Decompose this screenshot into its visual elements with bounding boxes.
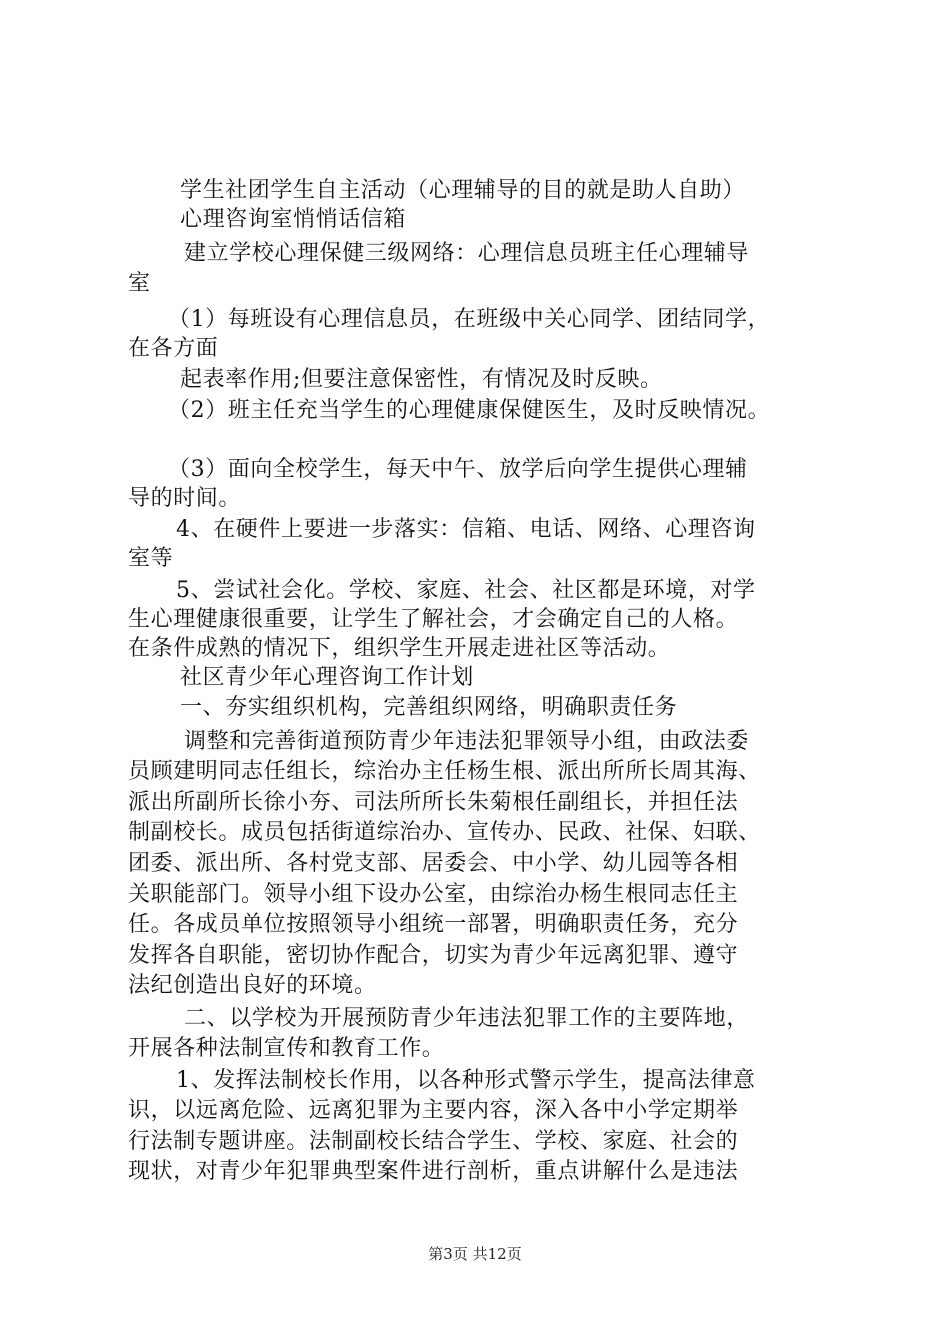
- body-line: 发挥各自职能，密切协作配合，切实为青少年远离犯罪、遵守: [128, 943, 739, 968]
- page-number-footer: 第3页 共12页: [428, 1245, 522, 1263]
- body-line: 团委、派出所、各村党支部、居委会、中小学、幼儿园等各相: [128, 851, 739, 876]
- body-line: 心理咨询室悄悄话信箱: [180, 207, 407, 232]
- body-line: 制副校长。成员包括街道综治办、宣传办、民政、社保、妇联、: [128, 820, 761, 845]
- body-line: 5、尝试社会化。学校、家庭、社会、社区都是环境，对学: [176, 578, 756, 603]
- body-line: 员顾建明同志任组长，综治办主任杨生根、派出所所长周其海、: [128, 759, 761, 784]
- body-line: 行法制专题讲座。法制副校长结合学生、学校、家庭、社会的: [128, 1129, 739, 1154]
- body-line: 在各方面: [128, 336, 219, 361]
- body-line: 一、夯实组织机构，完善组织网络，明确职责任务: [180, 695, 678, 720]
- body-line: 在条件成熟的情况下，组织学生开展走进社区等活动。: [128, 636, 671, 661]
- body-line: 学生社团学生自主活动（心理辅导的目的就是助人自助）: [180, 178, 746, 203]
- body-line: 关职能部门。领导小组下设办公室，由综治办杨生根同志任主: [128, 882, 739, 907]
- body-line: 建立学校心理保健三级网络：心理信息员班主任心理辅导: [184, 241, 750, 266]
- body-line: 派出所副所长徐小夯、司法所所长朱菊根任副组长，并担任法: [128, 790, 739, 815]
- body-line: （3）面向全校学生，每天中午、放学后向学生提供心理辅: [168, 457, 748, 482]
- body-line: 任。各成员单位按照领导小组统一部署，明确职责任务，充分: [128, 912, 739, 937]
- body-line: 现状，对青少年犯罪典型案件进行剖析，重点讲解什么是违法: [128, 1159, 739, 1184]
- body-line: 二、以学校为开展预防青少年违法犯罪工作的主要阵地，: [184, 1006, 750, 1031]
- body-line: （2）班主任充当学生的心理健康保健医生，及时反映情况。: [168, 398, 771, 423]
- body-line: 调整和完善街道预防青少年违法犯罪领导小组，由政法委: [184, 729, 750, 754]
- body-line: 室: [128, 271, 151, 296]
- body-line: 开展各种法制宣传和教育工作。: [128, 1036, 445, 1061]
- body-line: 室等: [128, 546, 174, 571]
- body-line: 起表率作用;但要注意保密性，有情况及时反映。: [180, 367, 663, 392]
- body-line: 识，以远离危险、远离犯罪为主要内容，深入各中小学定期举: [128, 1098, 739, 1123]
- body-line: 社区青少年心理咨询工作计划: [180, 665, 474, 690]
- body-line: 4、在硬件上要进一步落实：信箱、电话、网络、心理咨询: [176, 517, 756, 542]
- body-line: 生心理健康很重要，让学生了解社会，才会确定自己的人格。: [128, 607, 739, 632]
- body-line: 法纪创造出良好的环境。: [128, 973, 377, 998]
- body-line: 1、发挥法制校长作用，以各种形式警示学生，提高法律意: [176, 1068, 756, 1093]
- body-line: 导的时间。: [128, 486, 242, 511]
- body-line: （1）每班设有心理信息员，在班级中关心同学、团结同学，: [168, 307, 771, 332]
